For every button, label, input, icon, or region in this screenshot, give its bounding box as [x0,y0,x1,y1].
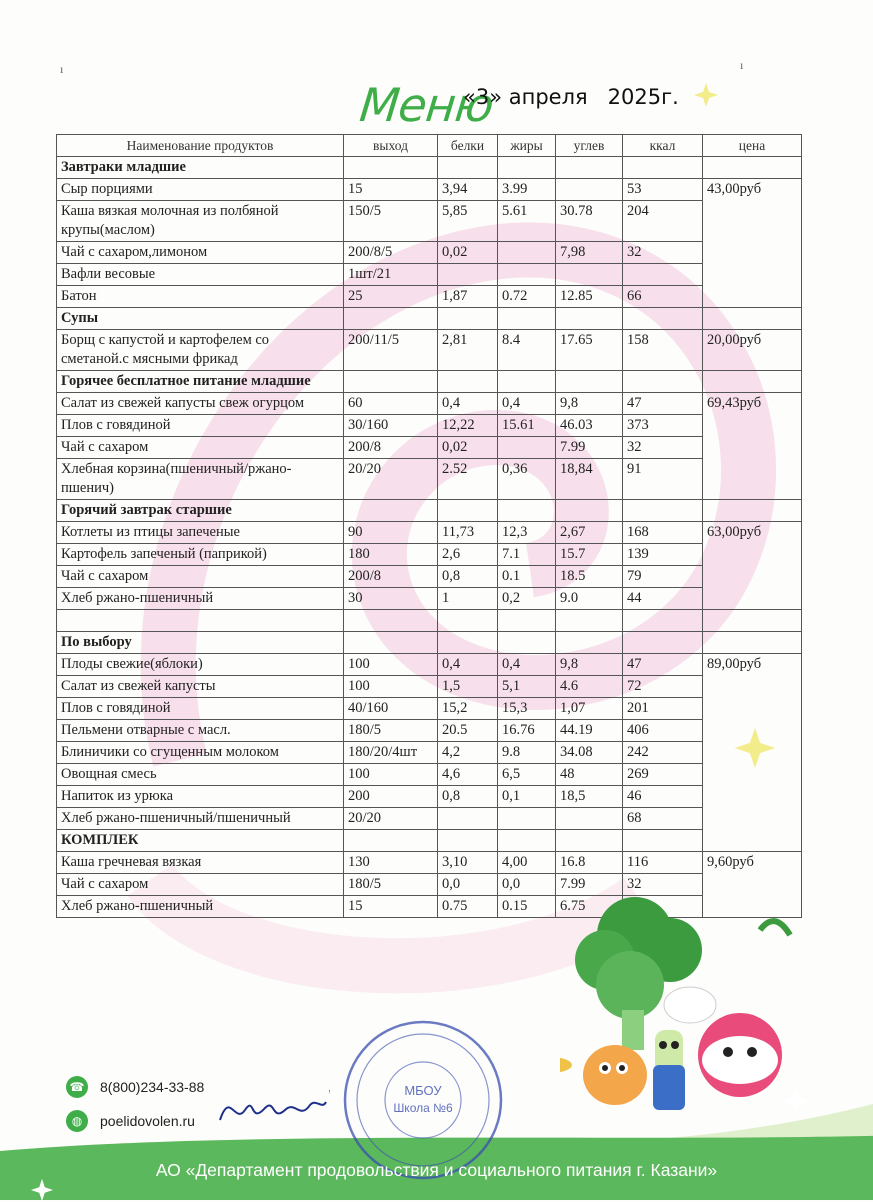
table-row [57,459,802,500]
nutrition-value: 2,67 [556,522,623,544]
nutrition-value: 0,8 [438,786,498,808]
nutrition-value: 20.5 [438,720,498,742]
nutrition-value: 100 [344,676,438,698]
empty-cell [703,157,802,179]
nutrition-value: 116 [623,852,703,874]
empty-cell [623,830,703,852]
product-name: Хлеб ржано-пшеничный [57,588,344,610]
column-header: цена [703,135,802,157]
nutrition-value [623,264,703,286]
nutrition-value: 7.99 [556,437,623,459]
scan-mark: ı [60,62,64,76]
column-header: белки [438,135,498,157]
product-name: Каша вязкая молочная из полбяной крупы(маслом) [57,201,344,242]
empty-cell [438,610,498,632]
empty-cell [556,632,623,654]
nutrition-value: 34.08 [556,742,623,764]
nutrition-value: 47 [623,654,703,676]
nutrition-value [556,179,623,201]
empty-cell [623,157,703,179]
nutrition-value: 66 [623,286,703,308]
nutrition-value: 6,5 [498,764,556,786]
product-name: Котлеты из птицы запеченые [57,522,344,544]
empty-cell [438,500,498,522]
nutrition-value: 25 [344,286,438,308]
nutrition-value: 0,4 [498,393,556,415]
empty-cell [623,610,703,632]
price: 63,00руб [703,522,802,610]
nutrition-value: 0.75 [438,896,498,918]
table-row [57,544,802,566]
nutrition-value: 0.15 [498,896,556,918]
product-name: Хлебная корзина(пшеничный/ржано-пшенич) [57,459,344,500]
nutrition-value: 15,2 [438,698,498,720]
table-row [57,742,802,764]
nutrition-value: 1 [438,588,498,610]
nutrition-value: 16.8 [556,852,623,874]
empty-cell [556,610,623,632]
nutrition-value: 91 [623,459,703,500]
product-name: Чай с сахаром,лимоном [57,242,344,264]
section-row [57,632,802,654]
menu-date: «3» апреля 2025г. [463,85,679,109]
phone-icon: ☎ [66,1076,88,1098]
table-row [57,264,802,286]
nutrition-value: 18,5 [556,786,623,808]
nutrition-value: 100 [344,764,438,786]
nutrition-value: 1шт/21 [344,264,438,286]
nutrition-value [498,437,556,459]
nutrition-value: 7,98 [556,242,623,264]
empty-cell [344,500,438,522]
nutrition-value: 180/20/4шт [344,742,438,764]
nutrition-value: 2,6 [438,544,498,566]
phone-number: 8(800)234-33-88 [100,1079,205,1095]
nutrition-value: 0,4 [498,654,556,676]
empty-cell [438,157,498,179]
nutrition-value: 200/8 [344,566,438,588]
product-name: Салат из свежей капусты свеж огурцом [57,393,344,415]
price: 69,43руб [703,393,802,500]
nutrition-value: 44.19 [556,720,623,742]
empty-cell [498,632,556,654]
price: 20,00руб [703,330,802,371]
nutrition-value: 15,3 [498,698,556,720]
menu-title: Меню [357,78,496,132]
nutrition-value: 3.99 [498,179,556,201]
nutrition-value: 79 [623,566,703,588]
empty-cell [498,610,556,632]
signature [210,1080,330,1140]
product-name: Чай с сахаром [57,874,344,896]
price: 9,60руб [703,852,802,918]
product-name: Вафли весовые [57,264,344,286]
empty-cell [623,632,703,654]
product-name: Хлеб ржано-пшеничный [57,896,344,918]
nutrition-value: 204 [623,201,703,242]
sparkle-icon [693,82,719,108]
nutrition-value: 0.72 [498,286,556,308]
nutrition-value: 15.61 [498,415,556,437]
nutrition-value [556,808,623,830]
table-body [57,157,802,918]
nutrition-value: 72 [623,676,703,698]
empty-cell [498,371,556,393]
empty-cell [57,610,344,632]
table-row [57,698,802,720]
table-row [57,676,802,698]
nutrition-value [498,242,556,264]
nutrition-value: 15 [344,896,438,918]
section-row [57,830,802,852]
nutrition-value: 406 [623,720,703,742]
nutrition-value [498,264,556,286]
nutrition-value: 180 [344,544,438,566]
table-row [57,808,802,830]
section-title: Горячее бесплатное питание младшие [57,371,344,393]
nutrition-value: 1,07 [556,698,623,720]
column-header: выход [344,135,438,157]
nutrition-value: 0,4 [438,393,498,415]
nutrition-value: 11,73 [438,522,498,544]
table-row [57,588,802,610]
empty-cell [344,830,438,852]
blank-row [57,610,802,632]
section-title: По выбору [57,632,344,654]
nutrition-value: 180/5 [344,874,438,896]
section-row [57,157,802,179]
product-name: Пельмени отварные с масл. [57,720,344,742]
nutrition-value: 0.1 [498,566,556,588]
nutrition-value: 5,85 [438,201,498,242]
table-row [57,852,802,874]
empty-cell [556,830,623,852]
empty-cell [556,157,623,179]
empty-cell [703,308,802,330]
empty-cell [498,157,556,179]
empty-cell [703,371,802,393]
empty-cell [623,500,703,522]
nutrition-value: 0,0 [438,874,498,896]
nutrition-value: 4,2 [438,742,498,764]
nutrition-value: 4.6 [556,676,623,698]
nutrition-value: 32 [623,874,703,896]
empty-cell [344,632,438,654]
nutrition-value: 373 [623,415,703,437]
nutrition-value: 18.5 [556,566,623,588]
nutrition-value: 0,2 [498,588,556,610]
nutrition-value: 5.61 [498,201,556,242]
nutrition-value: 0,1 [498,786,556,808]
footer-organization: АО «Департамент продовольствия и социального питания г. Казани» [155,1160,718,1180]
table-row [57,201,802,242]
product-name: Плоды свежие(яблоки) [57,654,344,676]
empty-cell [498,308,556,330]
sparkle-icon [733,726,777,770]
product-name: Плов с говядиной [57,698,344,720]
table-row [57,786,802,808]
nutrition-value: 9,8 [556,654,623,676]
nutrition-value: 15 [344,179,438,201]
nutrition-value: 53 [623,179,703,201]
nutrition-value: 6.75 [556,896,623,918]
empty-cell [556,371,623,393]
scan-mark: ı [740,58,744,72]
nutrition-value: 30/160 [344,415,438,437]
nutrition-value [438,808,498,830]
empty-cell [344,371,438,393]
price: 43,00руб [703,179,802,308]
product-name: Картофель запеченый (паприкой) [57,544,344,566]
nutrition-value: 18,84 [556,459,623,500]
section-row [57,500,802,522]
nutrition-value: 0,0 [498,874,556,896]
nutrition-value: 32 [623,242,703,264]
nutrition-value: 7.1 [498,544,556,566]
nutrition-value [556,264,623,286]
nutrition-value: 44 [623,588,703,610]
section-title: Супы [57,308,344,330]
menu-table [56,134,802,918]
empty-cell [438,371,498,393]
column-header: Наименование продуктов [57,135,344,157]
nutrition-value: 30 [344,588,438,610]
empty-cell [438,830,498,852]
nutrition-value: 3,10 [438,852,498,874]
nutrition-value: 0,4 [438,654,498,676]
nutrition-value: 8.4 [498,330,556,371]
nutrition-value: 46 [623,786,703,808]
nutrition-value: 40/160 [344,698,438,720]
product-name: Блиничики со сгущенным молоком [57,742,344,764]
nutrition-value: 269 [623,764,703,786]
nutrition-value: 1,5 [438,676,498,698]
empty-cell [703,610,802,632]
product-name: Чай с сахаром [57,566,344,588]
globe-icon: ◍ [66,1110,88,1132]
empty-cell [438,308,498,330]
empty-cell [498,500,556,522]
product-name: Каша гречневая вязкая [57,852,344,874]
sparkle-icon [30,1178,54,1202]
nutrition-value: 48 [556,764,623,786]
nutrition-value: 4,00 [498,852,556,874]
section-title: Горячий завтрак старшие [57,500,344,522]
product-name: Хлеб ржано-пшеничный/пшеничный [57,808,344,830]
table-header-row [57,135,802,157]
sparkle-icon [780,1085,812,1117]
table-row [57,764,802,786]
nutrition-value: 46.03 [556,415,623,437]
table-row [57,522,802,544]
nutrition-value: 90 [344,522,438,544]
nutrition-value: 0,36 [498,459,556,500]
nutrition-value: 20/20 [344,459,438,500]
column-header: ккал [623,135,703,157]
nutrition-value [438,264,498,286]
table-row [57,654,802,676]
stamp-text-line2: Школа №6 [393,1101,453,1115]
nutrition-value: 16.76 [498,720,556,742]
section-title: Завтраки младшие [57,157,344,179]
nutrition-value: 200/8/5 [344,242,438,264]
nutrition-value: 2.52 [438,459,498,500]
nutrition-value: 200/8 [344,437,438,459]
product-name: Батон [57,286,344,308]
nutrition-value: 200 [344,786,438,808]
empty-cell [556,500,623,522]
empty-cell [623,371,703,393]
product-name: Плов с говядиной [57,415,344,437]
nutrition-value: 0,8 [438,566,498,588]
empty-cell [703,632,802,654]
section-row [57,308,802,330]
nutrition-value: 168 [623,522,703,544]
empty-cell [344,308,438,330]
nutrition-value: 12,22 [438,415,498,437]
nutrition-value: 15.7 [556,544,623,566]
table-row [57,330,802,371]
website-contact[interactable] [66,1109,204,1133]
nutrition-value: 150/5 [344,201,438,242]
nutrition-value [498,808,556,830]
nutrition-value: 30.78 [556,201,623,242]
column-header: углев [556,135,623,157]
empty-cell [344,610,438,632]
nutrition-value: 158 [623,330,703,371]
product-name: Салат из свежей капусты [57,676,344,698]
table-row [57,415,802,437]
empty-cell [623,308,703,330]
nutrition-value: 180/5 [344,720,438,742]
nutrition-value: 17.65 [556,330,623,371]
empty-cell [498,830,556,852]
table-row [57,242,802,264]
nutrition-value: 200/11/5 [344,330,438,371]
nutrition-value: 9,8 [556,393,623,415]
table-row [57,437,802,459]
nutrition-value: 9.0 [556,588,623,610]
empty-cell [344,157,438,179]
nutrition-value: 4,6 [438,764,498,786]
contacts [66,1075,204,1143]
nutrition-value: 47 [623,393,703,415]
nutrition-value: 0,02 [438,437,498,459]
price: 89,00руб [703,654,802,852]
nutrition-value: 0,02 [438,242,498,264]
table-row [57,286,802,308]
phone-contact [66,1075,204,1099]
table-row [57,179,802,201]
website-link[interactable]: poelidovolen.ru [100,1113,195,1129]
product-name: Сыр порциями [57,179,344,201]
nutrition-value: 12,3 [498,522,556,544]
nutrition-value: 20/20 [344,808,438,830]
nutrition-value: 9.8 [498,742,556,764]
nutrition-value: 130 [344,852,438,874]
table-row [57,566,802,588]
nutrition-value: 100 [344,654,438,676]
nutrition-value: 32 [623,437,703,459]
nutrition-value: 5,1 [498,676,556,698]
nutrition-value: 2,81 [438,330,498,371]
nutrition-value: 1,87 [438,286,498,308]
product-name: Овощная смесь [57,764,344,786]
nutrition-value: 139 [623,544,703,566]
column-header: жиры [498,135,556,157]
nutrition-value: 242 [623,742,703,764]
section-row [57,371,802,393]
nutrition-value: 201 [623,698,703,720]
product-name: Чай с сахаром [57,437,344,459]
nutrition-value: 12.85 [556,286,623,308]
empty-cell [703,500,802,522]
product-name: Борщ с капустой и картофелем со сметаной.с мясными фрикад [57,330,344,371]
empty-cell [556,308,623,330]
nutrition-value: 60 [344,393,438,415]
empty-cell [438,632,498,654]
stamp-text-line1: МБОУ [404,1083,442,1098]
nutrition-value: 3,94 [438,179,498,201]
product-name: Напиток из урюка [57,786,344,808]
table-row [57,720,802,742]
section-title: КОМПЛЕК [57,830,344,852]
table-row [57,393,802,415]
nutrition-value: 68 [623,808,703,830]
nutrition-value: 7.99 [556,874,623,896]
